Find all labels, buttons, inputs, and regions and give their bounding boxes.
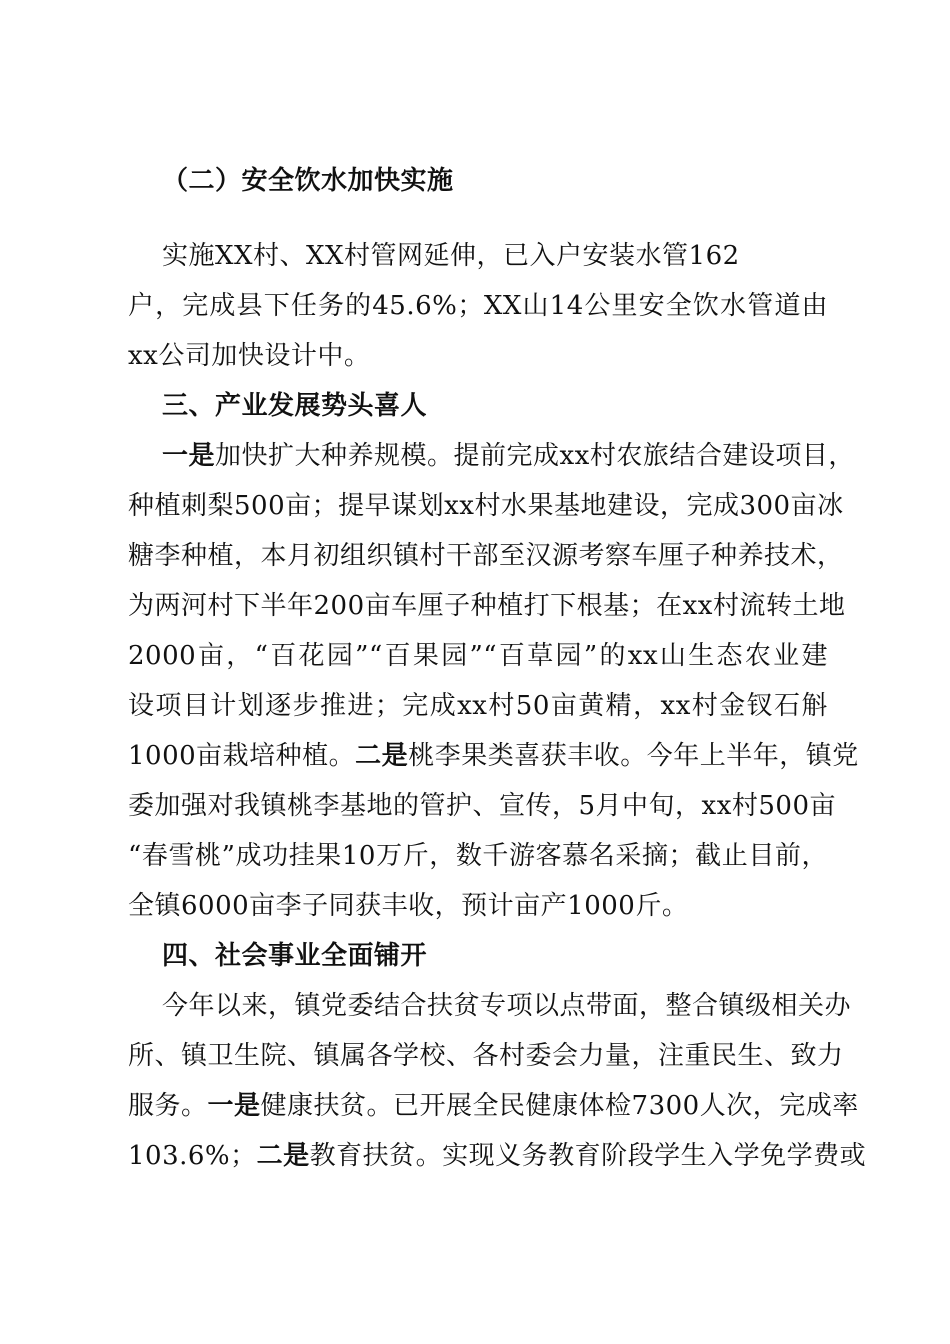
text-run: 1000亩栽培种植。 bbox=[128, 741, 356, 771]
text-run-bold: 二是 bbox=[256, 1141, 310, 1171]
text-run: xx公司加快设计中。 bbox=[128, 341, 371, 371]
text-run: 服务。 bbox=[128, 1091, 208, 1121]
text-run: 委加强对我镇桃李基地的管护、宣传，5月中旬，xx村500亩 bbox=[128, 791, 836, 821]
text-run: 桃李果类喜获丰收。今年上半年，镇党 bbox=[408, 741, 859, 771]
text-run: 实施XX村、XX村管网延伸，已入户安装水管162 bbox=[162, 241, 740, 271]
text-run: 健康扶贫。已开展全民健康体检7300人次，完成率 bbox=[260, 1091, 859, 1121]
paragraph-line bbox=[128, 839, 828, 873]
section-heading-social bbox=[162, 939, 882, 973]
text-run: 2000亩，“百花园”“百果园”“百草园”的xx山生态农业建 bbox=[128, 641, 828, 671]
paragraph-line bbox=[128, 789, 836, 823]
text-run: 种植刺梨500亩；提早谋划xx村水果基地建设，完成300亩冰 bbox=[128, 491, 844, 521]
paragraph-line bbox=[128, 1089, 859, 1123]
text-run: 户，完成县下任务的45.6%；XX山14公里安全饮水管道由 bbox=[128, 291, 828, 321]
text-run-bold: 一是 bbox=[162, 441, 216, 471]
paragraph-line bbox=[128, 689, 828, 723]
text-run: 糖李种植，本月初组织镇村干部至汉源考察车厘子种养技术， bbox=[128, 541, 844, 571]
paragraph-line bbox=[162, 439, 882, 473]
text-run: 设项目计划逐步推进；完成xx村50亩黄精，xx村金钗石斛 bbox=[128, 691, 828, 721]
text-run: 今年以来，镇党委结合扶贫专项以点带面，整合镇级相关办 bbox=[162, 991, 852, 1021]
paragraph-line bbox=[162, 989, 882, 1023]
section-heading-industry bbox=[162, 389, 882, 423]
section-heading-safe-water bbox=[162, 164, 882, 198]
text-run: “春雪桃”成功挂果10万斤，数千游客慕名采摘；截止目前， bbox=[128, 841, 828, 871]
text-run: 所、镇卫生院、镇属各学校、各村委会力量，注重民生、致力 bbox=[128, 1041, 844, 1071]
text-run-bold: 一是 bbox=[207, 1091, 261, 1121]
paragraph-line bbox=[128, 289, 828, 323]
paragraph-line bbox=[162, 239, 882, 273]
text-run-bold: 二是 bbox=[355, 741, 409, 771]
paragraph-line bbox=[128, 739, 859, 773]
paragraph-line bbox=[128, 889, 848, 923]
paragraph-line bbox=[128, 539, 844, 573]
text-run: 三、产业发展势头喜人 bbox=[162, 391, 428, 421]
text-run: 加快扩大种养规模。提前完成xx村农旅结合建设项目， bbox=[215, 441, 855, 471]
paragraph-line bbox=[128, 339, 848, 373]
text-run: 全镇6000亩李子同获丰收，预计亩产1000斤。 bbox=[128, 891, 689, 921]
paragraph-line bbox=[128, 589, 846, 623]
paragraph-line bbox=[128, 1139, 867, 1173]
text-run: （二）安全饮水加快实施 bbox=[162, 166, 454, 196]
text-run: 教育扶贫。实现义务教育阶段学生入学免学费或 bbox=[309, 1141, 867, 1171]
text-run: 四、社会事业全面铺开 bbox=[162, 941, 428, 971]
text-run: 为两河村下半年200亩车厘子种植打下根基；在xx村流转土地 bbox=[128, 591, 846, 621]
text-run: 103.6%； bbox=[128, 1141, 257, 1171]
paragraph-line bbox=[128, 1039, 844, 1073]
paragraph-line bbox=[128, 489, 844, 523]
paragraph-line bbox=[128, 639, 828, 673]
